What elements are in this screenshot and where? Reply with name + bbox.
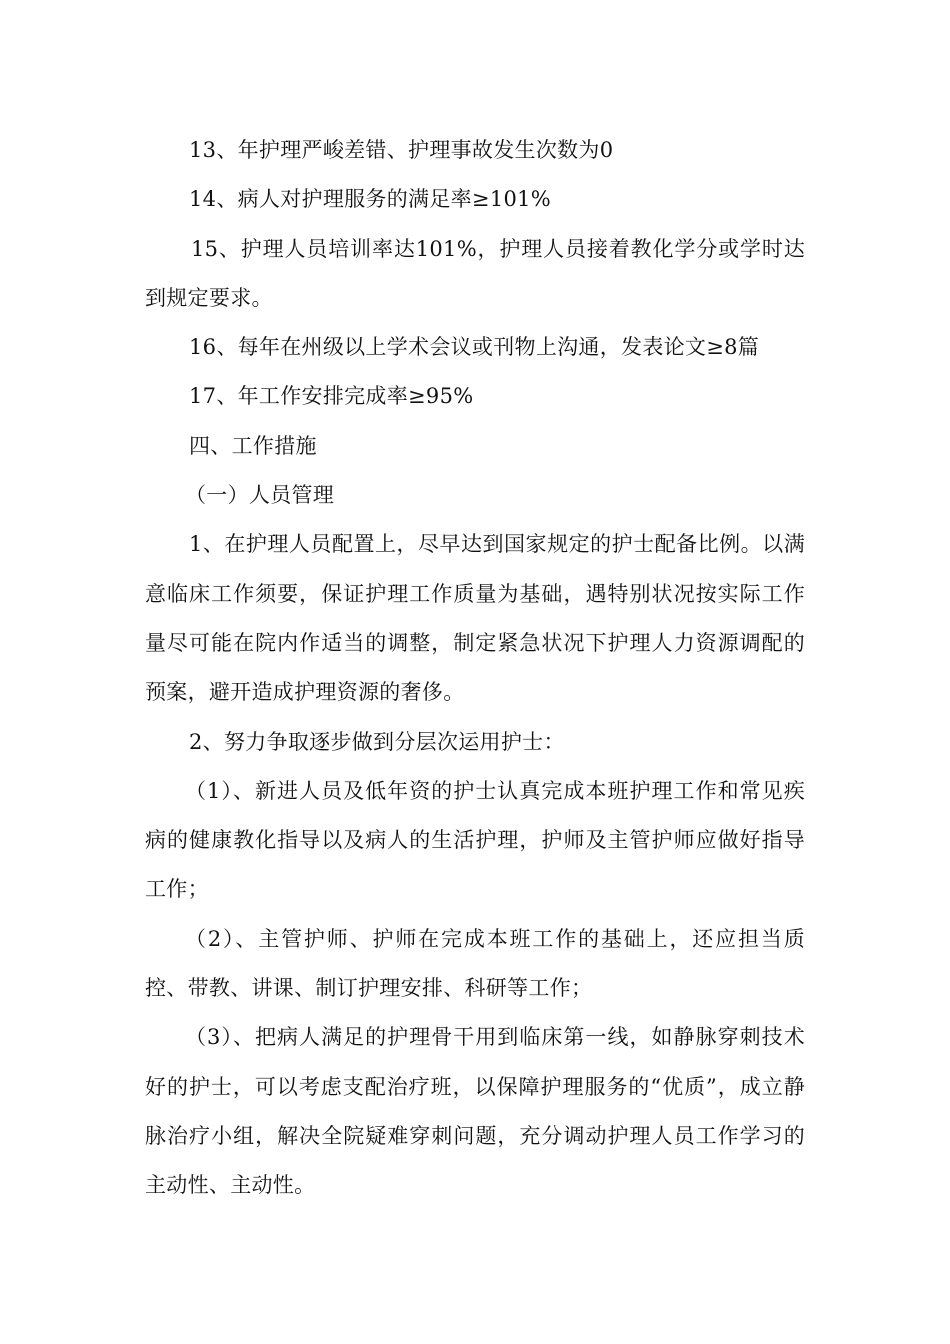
subsection-heading-personnel: （一）人员管理: [185, 483, 335, 508]
measure-2-sub-3: （3）、把病人满足的护理骨干用到临床第一线，如静脉穿刺技术好的护士，可以考虑支配治疗班，以保障护理服务的“优质”，成立静脉治疗小组，解决全院疑难穿刺问题，充分调动护理人员工作学习的主动性、主动性。: [145, 1025, 805, 1198]
item-17: 17、年工作安排完成率≥95%: [189, 384, 474, 409]
measure-2-sub-2: （2）、主管护师、护师在完成本班工作的基础上，还应担当质控、带教、讲课、制订护理安排、科研等工作；: [145, 926, 805, 1001]
item-15: 15、护理人员培训率达101%，护理人员接着教化学分或学时达到规定要求。: [145, 236, 805, 310]
measure-2: 2、努力争取逐步做到分层次运用护士：: [189, 729, 565, 754]
item-16: 16、每年在州级以上学术会议或刊物上沟通，发表论文≥8篇: [189, 335, 760, 360]
measure-2-sub-1: （1）、新进人员及低年资的护士认真完成本班护理工作和常见疾病的健康教化指导以及病人的生活护理，护师及主管护师应做好指导工作；: [145, 778, 805, 902]
document-body: [145, 126, 805, 1211]
measure-1: 1、在护理人员配置上，尽早达到国家规定的护士配备比例。以满意临床工作须要，保证护理工作质量为基础，遇特别状况按实际工作量尽可能在院内作适当的调整，制定紧急状况下护理人力资源调配的预案，避开造成护理资源的奢侈。: [145, 532, 805, 705]
item-13: 13、年护理严峻差错、护理事故发生次数为0: [189, 138, 614, 162]
item-14: 14、病人对护理服务的满足率≥101%: [189, 187, 552, 212]
section-heading-work-measures: 四、工作措施: [189, 433, 317, 458]
